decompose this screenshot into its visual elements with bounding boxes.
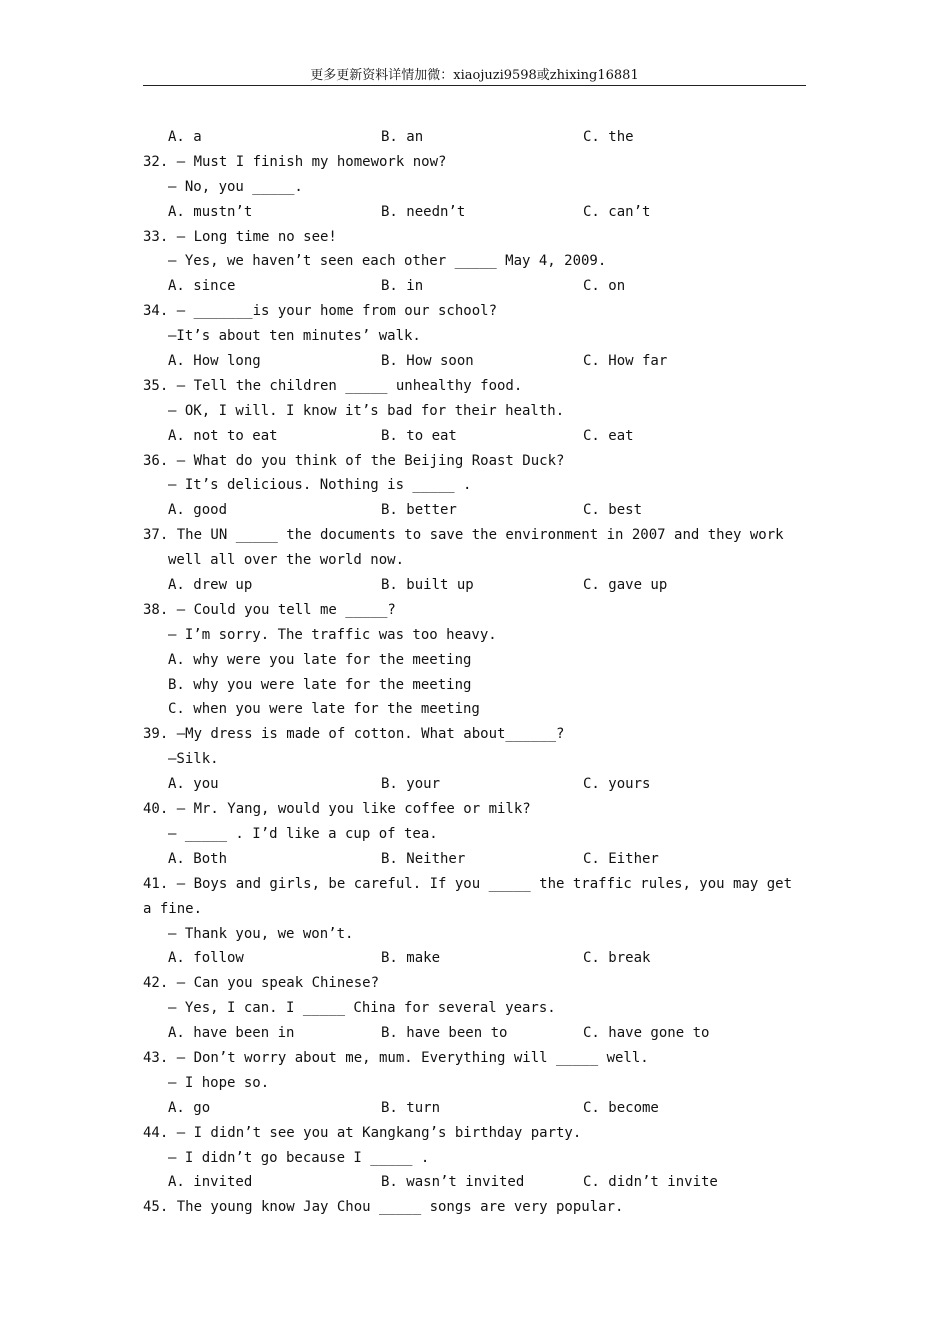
option-row [0, 946, 950, 971]
question-stem-continued: a fine. [143, 900, 203, 917]
option-row [0, 349, 950, 374]
option-c: C. gave up [583, 577, 668, 594]
option-row [0, 1170, 950, 1195]
option-b: B. your [381, 776, 441, 793]
question-stem: 40. — Mr. Yang, would you like coffee or milk? [143, 801, 531, 818]
question-response: — It’s delicious. Nothing is _____ . [168, 477, 472, 494]
question-response: — OK, I will. I know it’s bad for their health. [168, 402, 565, 419]
option-c: C. have gone to [583, 1025, 710, 1042]
option-a: A. since [168, 278, 236, 295]
option-b: B. in [381, 278, 424, 295]
question-response: — I didn’t go because I _____ . [168, 1149, 430, 1166]
option-c: C. break [583, 950, 651, 967]
option-a: A. why were you late for the meeting [168, 651, 472, 668]
question-stem: 36. — What do you think of the Beijing Roast Duck? [143, 452, 565, 469]
option-a: A. you [168, 776, 219, 793]
option-c: C. best [583, 502, 643, 519]
question-stem: 37. The UN _____ the documents to save the environment in 2007 and they work [143, 527, 784, 544]
question-list [0, 125, 950, 1220]
question-response: — Yes, I can. I _____ China for several years. [168, 1000, 556, 1017]
option-c: C. become [583, 1099, 659, 1116]
question-stem: 38. — Could you tell me _____? [143, 601, 396, 618]
option-b: B. why you were late for the meeting [168, 676, 472, 693]
option-row [0, 772, 950, 797]
question-stem-continued: well all over the world now. [168, 552, 405, 569]
option-a: A. drew up [168, 577, 253, 594]
option-b: B. built up [381, 577, 474, 594]
question-stem: 44. — I didn’t see you at Kangkang’s birthday party. [143, 1124, 582, 1141]
option-b: B. make [381, 950, 441, 967]
question-response: — Yes, we haven’t seen each other _____ May 4, 2009. [168, 253, 607, 270]
option-a: A. go [168, 1099, 211, 1116]
option-a: A. invited [168, 1174, 253, 1191]
option-row [0, 573, 950, 598]
option-row [0, 847, 950, 872]
option-c: C. on [583, 278, 626, 295]
header-divider [143, 85, 806, 86]
question-stem: 39. —My dress is made of cotton. What about______? [143, 726, 565, 743]
page-header: 更多更新资料详情加微：xiaojuzi9598或zhixing16881 [310, 68, 639, 83]
option-b: B. Neither [381, 850, 466, 867]
question-stem: 35. — Tell the children _____ unhealthy food. [143, 377, 523, 394]
option-row [0, 274, 950, 299]
option-b: B. to eat [381, 427, 457, 444]
option-c: C. didn’t invite [583, 1174, 718, 1191]
option-b: B. an [381, 129, 424, 145]
option-a: A. Both [168, 850, 228, 867]
option-b: B. better [381, 502, 457, 519]
option-b: B. wasn’t invited [381, 1174, 525, 1191]
question-stem: 32. — Must I finish my homework now? [143, 153, 447, 170]
question-stem: 42. — Can you speak Chinese? [143, 975, 380, 992]
question-response: —Silk. [168, 751, 219, 768]
option-b: B. turn [381, 1099, 441, 1116]
question-response: — _____ . I’d like a cup of tea. [168, 825, 438, 842]
option-a: A. not to eat [168, 427, 278, 444]
question-response: — I’m sorry. The traffic was too heavy. [168, 626, 497, 643]
option-c: C. Either [583, 850, 659, 867]
option-row [0, 424, 950, 449]
option-a: A. good [168, 502, 228, 519]
question-stem: 43. — Don’t worry about me, mum. Everything will _____ well. [143, 1049, 649, 1066]
question-response: — I hope so. [168, 1074, 270, 1091]
option-c: C. the [583, 129, 634, 145]
option-a: A. How long [168, 353, 261, 370]
option-a: A. follow [168, 950, 244, 967]
option-a: A. have been in [168, 1025, 295, 1042]
option-b: B. needn’t [381, 203, 466, 220]
question-stem: 41. — Boys and girls, be careful. If you _____ the traffic rules, you may get [143, 875, 793, 892]
option-c: C. can’t [583, 203, 651, 220]
option-b: B. How soon [381, 353, 474, 370]
question-response: — Thank you, we won’t. [168, 925, 354, 942]
option-c: C. How far [583, 353, 668, 370]
option-b: B. have been to [381, 1025, 508, 1042]
option-c: C. when you were late for the meeting [168, 701, 480, 718]
question-response: — No, you _____. [168, 178, 303, 195]
option-row [0, 498, 950, 523]
option-row [0, 1096, 950, 1121]
question-stem: 34. — _______is your home from our school? [143, 303, 498, 320]
option-c: C. eat [583, 427, 634, 444]
question-stem: 33. — Long time no see! [143, 228, 337, 245]
question-stem: 45. The young know Jay Chou _____ songs are very popular. [143, 1199, 624, 1216]
option-row [0, 1021, 950, 1046]
question-response: —It’s about ten minutes’ walk. [168, 328, 421, 345]
option-row [0, 125, 950, 150]
option-row [0, 200, 950, 225]
option-c: C. yours [583, 776, 651, 793]
option-a: A. mustn’t [168, 203, 253, 220]
option-a: A. a [168, 129, 202, 145]
